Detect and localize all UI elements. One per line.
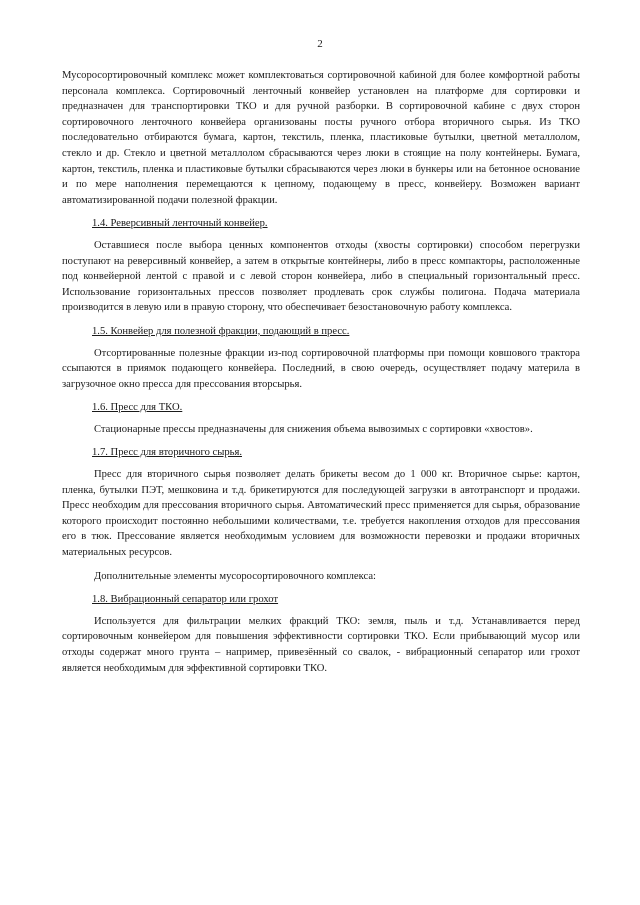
paragraph-useful-fraction-conveyor: Отсортированные полезные фракции из-под сортировочной платформы при помощи ковшового трактора ссыпаются в приямок подающего конвейера. Последний, в свою очередь, осуществляет подачу материла в загрузочное окно пресса для прессования вторсырья. [62, 347, 580, 390]
document-body [62, 68, 580, 676]
paragraph-reverse-conveyor: Оставшиеся после выбора ценных компонентов отходы (хвосты сортировки) способом перегрузки поступают на реверсивный конвейер, а затем в открытые контейнеры, либо в пресс компакторы, расположенные под конвейерной лентой с правой и с левой сторон конвейера, либо в специальный горизонтальный пресс. Использование горизонтальных прессов позволяет продлевать срок службы полигона. Подача материала производится в левую или в правую сторону, что обеспечивает безостановочную работу комплекса. [62, 239, 580, 314]
heading-text: 1.8. Вибрационный сепаратор или грохот [92, 594, 279, 606]
heading-text: 1.7. Пресс для вторичного сырья. [92, 447, 242, 459]
heading-tko-press [92, 400, 580, 416]
heading-text: 1.5. Конвейер для полезной фракции, подающий в пресс. [92, 325, 350, 337]
heading-secondary-press [92, 445, 580, 461]
paragraph-vibro-separator: Используется для фильтрации мелких фракций ТКО: земля, пыль и т.д. Устанавливается перед сортировочным конвейером для повышения эффективности сортировки ТКО. Если прибывающий мусор или отходы содержат много грунта – например, привезённый со свалок, - вибрационный сепаратор или грохот является необходимым для эффективной сортировки ТКО. [62, 615, 580, 674]
paragraph-tko-press: Стационарные прессы предназначены для снижения объема вывозимых с сортировки «хвостов». [94, 423, 533, 435]
paragraph-additional-elements: Дополнительные элементы мусоросортировочного комплекса: [94, 570, 376, 582]
page-number: 2 [317, 38, 323, 50]
heading-text: 1.4. Реверсивный ленточный конвейер. [92, 218, 268, 230]
heading-vibro-separator [92, 592, 580, 608]
paragraph-intro: Мусоросортировочный комплекс может комплектоваться сортировочной кабиной для более комфортной работы персонала комплекса. Сортировочный ленточный конвейер установлен на платформе для сортировки и предназначен для транспортировки ТКО и для ручной разборки. В сортировочной кабине с двух сторон сортировочного ленточного конвейера организованы посты ручного отбора вторичного сырья. Из ТКО последовательно отбираются бумага, картон, текстиль, пленка, пластиковые бутылки, цветной металлолом, стекло и др. Стекло и цветной металлолом сбрасываются через люки в стоящие на полу контейнеры. Бумага, картон, текстиль, пленка и пластиковые бутылки сбрасываются через люки в бункеры или на бетонное основание и по мере наполнения перемещаются к цепному, подающему в пресс, конвейеру. Возможен вариант автоматизированной подачи полезной фракции. [62, 70, 580, 206]
heading-text: 1.6. Пресс для ТКО. [92, 402, 183, 414]
heading-reverse-conveyor [92, 216, 580, 232]
heading-useful-fraction-conveyor [92, 324, 580, 340]
paragraph-secondary-press: Пресс для вторичного сырья позволяет делать брикеты весом до 1 000 кг. Вторичное сырье: картон, пленка, бутылки ПЭТ, мешковина и т.д. брикетируются для последующей загрузки в автотранспорт и продажи. Пресс необходим для прессования вторичного сырья. Автоматический пресс применяется для сырья, образование которого происходит постоянно небольшими количествами, т.е. требуется накопления отходов для прессования его в тюк. Прессование является необходимым условием для возможности перевозки и продажи вторичных материальных ресурсов. [62, 469, 580, 559]
